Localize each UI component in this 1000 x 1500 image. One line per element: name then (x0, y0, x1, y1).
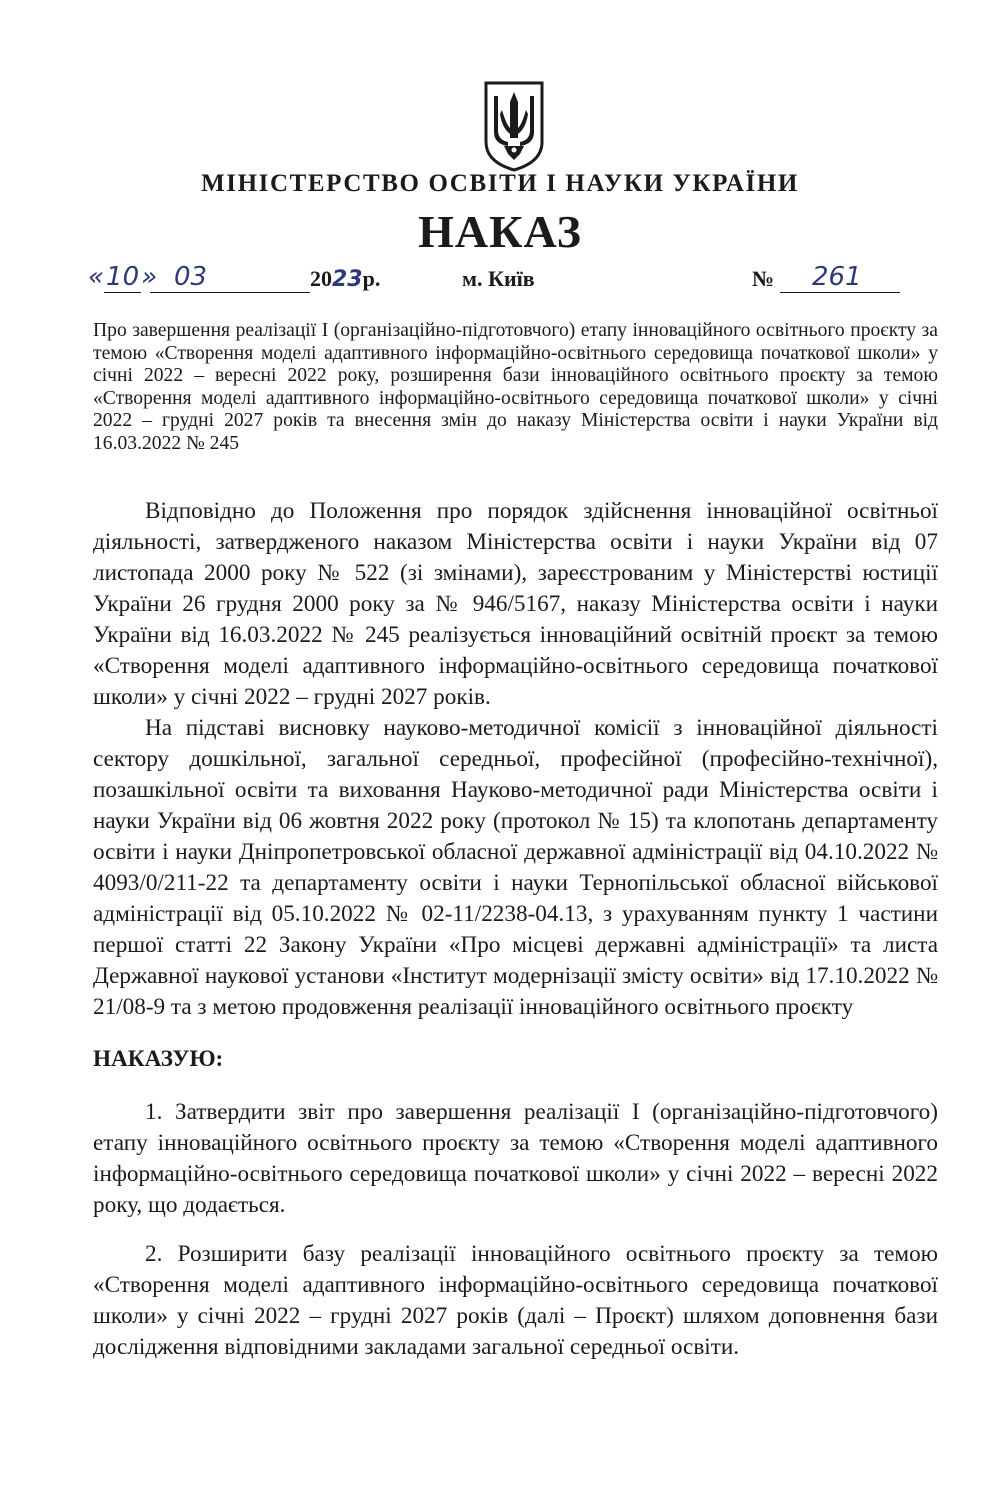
date-month: 03 (150, 262, 310, 293)
preamble-paragraph: На підставі висновку науково-методичної комісії з інноваційної діяльності сектору дошкільної, загальної середньої, професійної (професійно-технічної), позашкільної освіти та виховання Науково-методичної ради Міністерства освіти і науки України від 06 жовтня 2022 року (протокол № 15) та клопотань департаменту освіти і науки Дніпропетровської обласної державної адміністрації від 04.10.2022 № 4093/0/211-22 та департаменту освіти і науки Тернопільської обласної військової адміністрації від 05.10.2022 № 02-11/2238-04.13, з урахуванням пункту 1 частини першої статті 22 Закону України «Про місцеві державні адміністрації» та листа Державної наукової установи «Інститут модернізації змісту освіти» від 17.10.2022 № 21/08-9 та з метою продовження реалізації інноваційного освітнього проєкту (93, 715, 938, 1020)
ministry-name: МІНІСТЕРСТВО ОСВІТИ І НАУКИ УКРАЇНИ (201, 170, 799, 197)
open-quote: « (88, 262, 105, 292)
date-year (310, 266, 380, 292)
city: м. Київ (462, 266, 535, 291)
order-subject: Про завершення реалізації І (організаційно-підготовчого) етапу інноваційного освітнього проєкту за темою «Створення моделі адаптивного інформаційно-освітнього середовища початкової школи» у січні 2022 – вересні 2022 року, розширення бази інноваційного освітнього проєкту за темою «Створення моделі адаптивного інформаційно-освітнього середовища початкової школи» у січні 2022 – грудні 2027 років та внесення змін до наказу Міністерства освіти і науки України від 16.03.2022 № 245 (93, 320, 938, 454)
order-number: 261 (780, 262, 900, 293)
document-type-title: НАКАЗ (418, 206, 582, 257)
order-item: 1. Затвердити звіт про завершення реалізації І (організаційно-підготовчого) етапу інноваційного освітнього проєкту за темою «Створення моделі адаптивного інформаційно-освітнього середовища початкової школи» у січні 2022 – вересні 2022 року, що додається. (93, 1099, 938, 1218)
date-day: 10 (106, 262, 140, 292)
preamble (93, 496, 938, 1023)
number-label: № (752, 266, 775, 291)
dateline (0, 262, 1000, 302)
year-prefix: 20 (310, 266, 332, 291)
year-mark: р. (362, 266, 381, 291)
preamble-paragraph: Відповідно до Положення про порядок здійснення інноваційної освітньої діяльності, затвердженого наказом Міністерства освіти і науки України від 07 листопада 2000 року № 522 (зі змінами), зареєстрованим у Міністерстві юстиції України 26 грудня 2000 року за № 946/5167, наказу Міністерства освіти і науки України від 16.03.2022 № 245 реалізується інноваційний освітній проєкт за темою «Створення моделі адаптивного інформаційно-освітнього середовища початкової школи» у січні 2022 – грудні 2027 років. (93, 498, 938, 710)
order-item: 2. Розширити базу реалізації інноваційного освітнього проєкту за темою «Створення моделі адаптивного інформаційно-освітнього середовища початкової школи» у січні 2022 – грудні 2027 років (далі – Проєкт) шляхом доповнення бази дослідження відповідними закладами загальної середньої освіти. (93, 1241, 938, 1360)
close-quote: » (141, 262, 158, 292)
trident-coat-of-arms-icon (482, 80, 546, 172)
date-day-field (88, 262, 157, 293)
year-suffix: 23 (332, 267, 363, 292)
order-heading: НАКАЗУЮ: (93, 1046, 224, 1072)
